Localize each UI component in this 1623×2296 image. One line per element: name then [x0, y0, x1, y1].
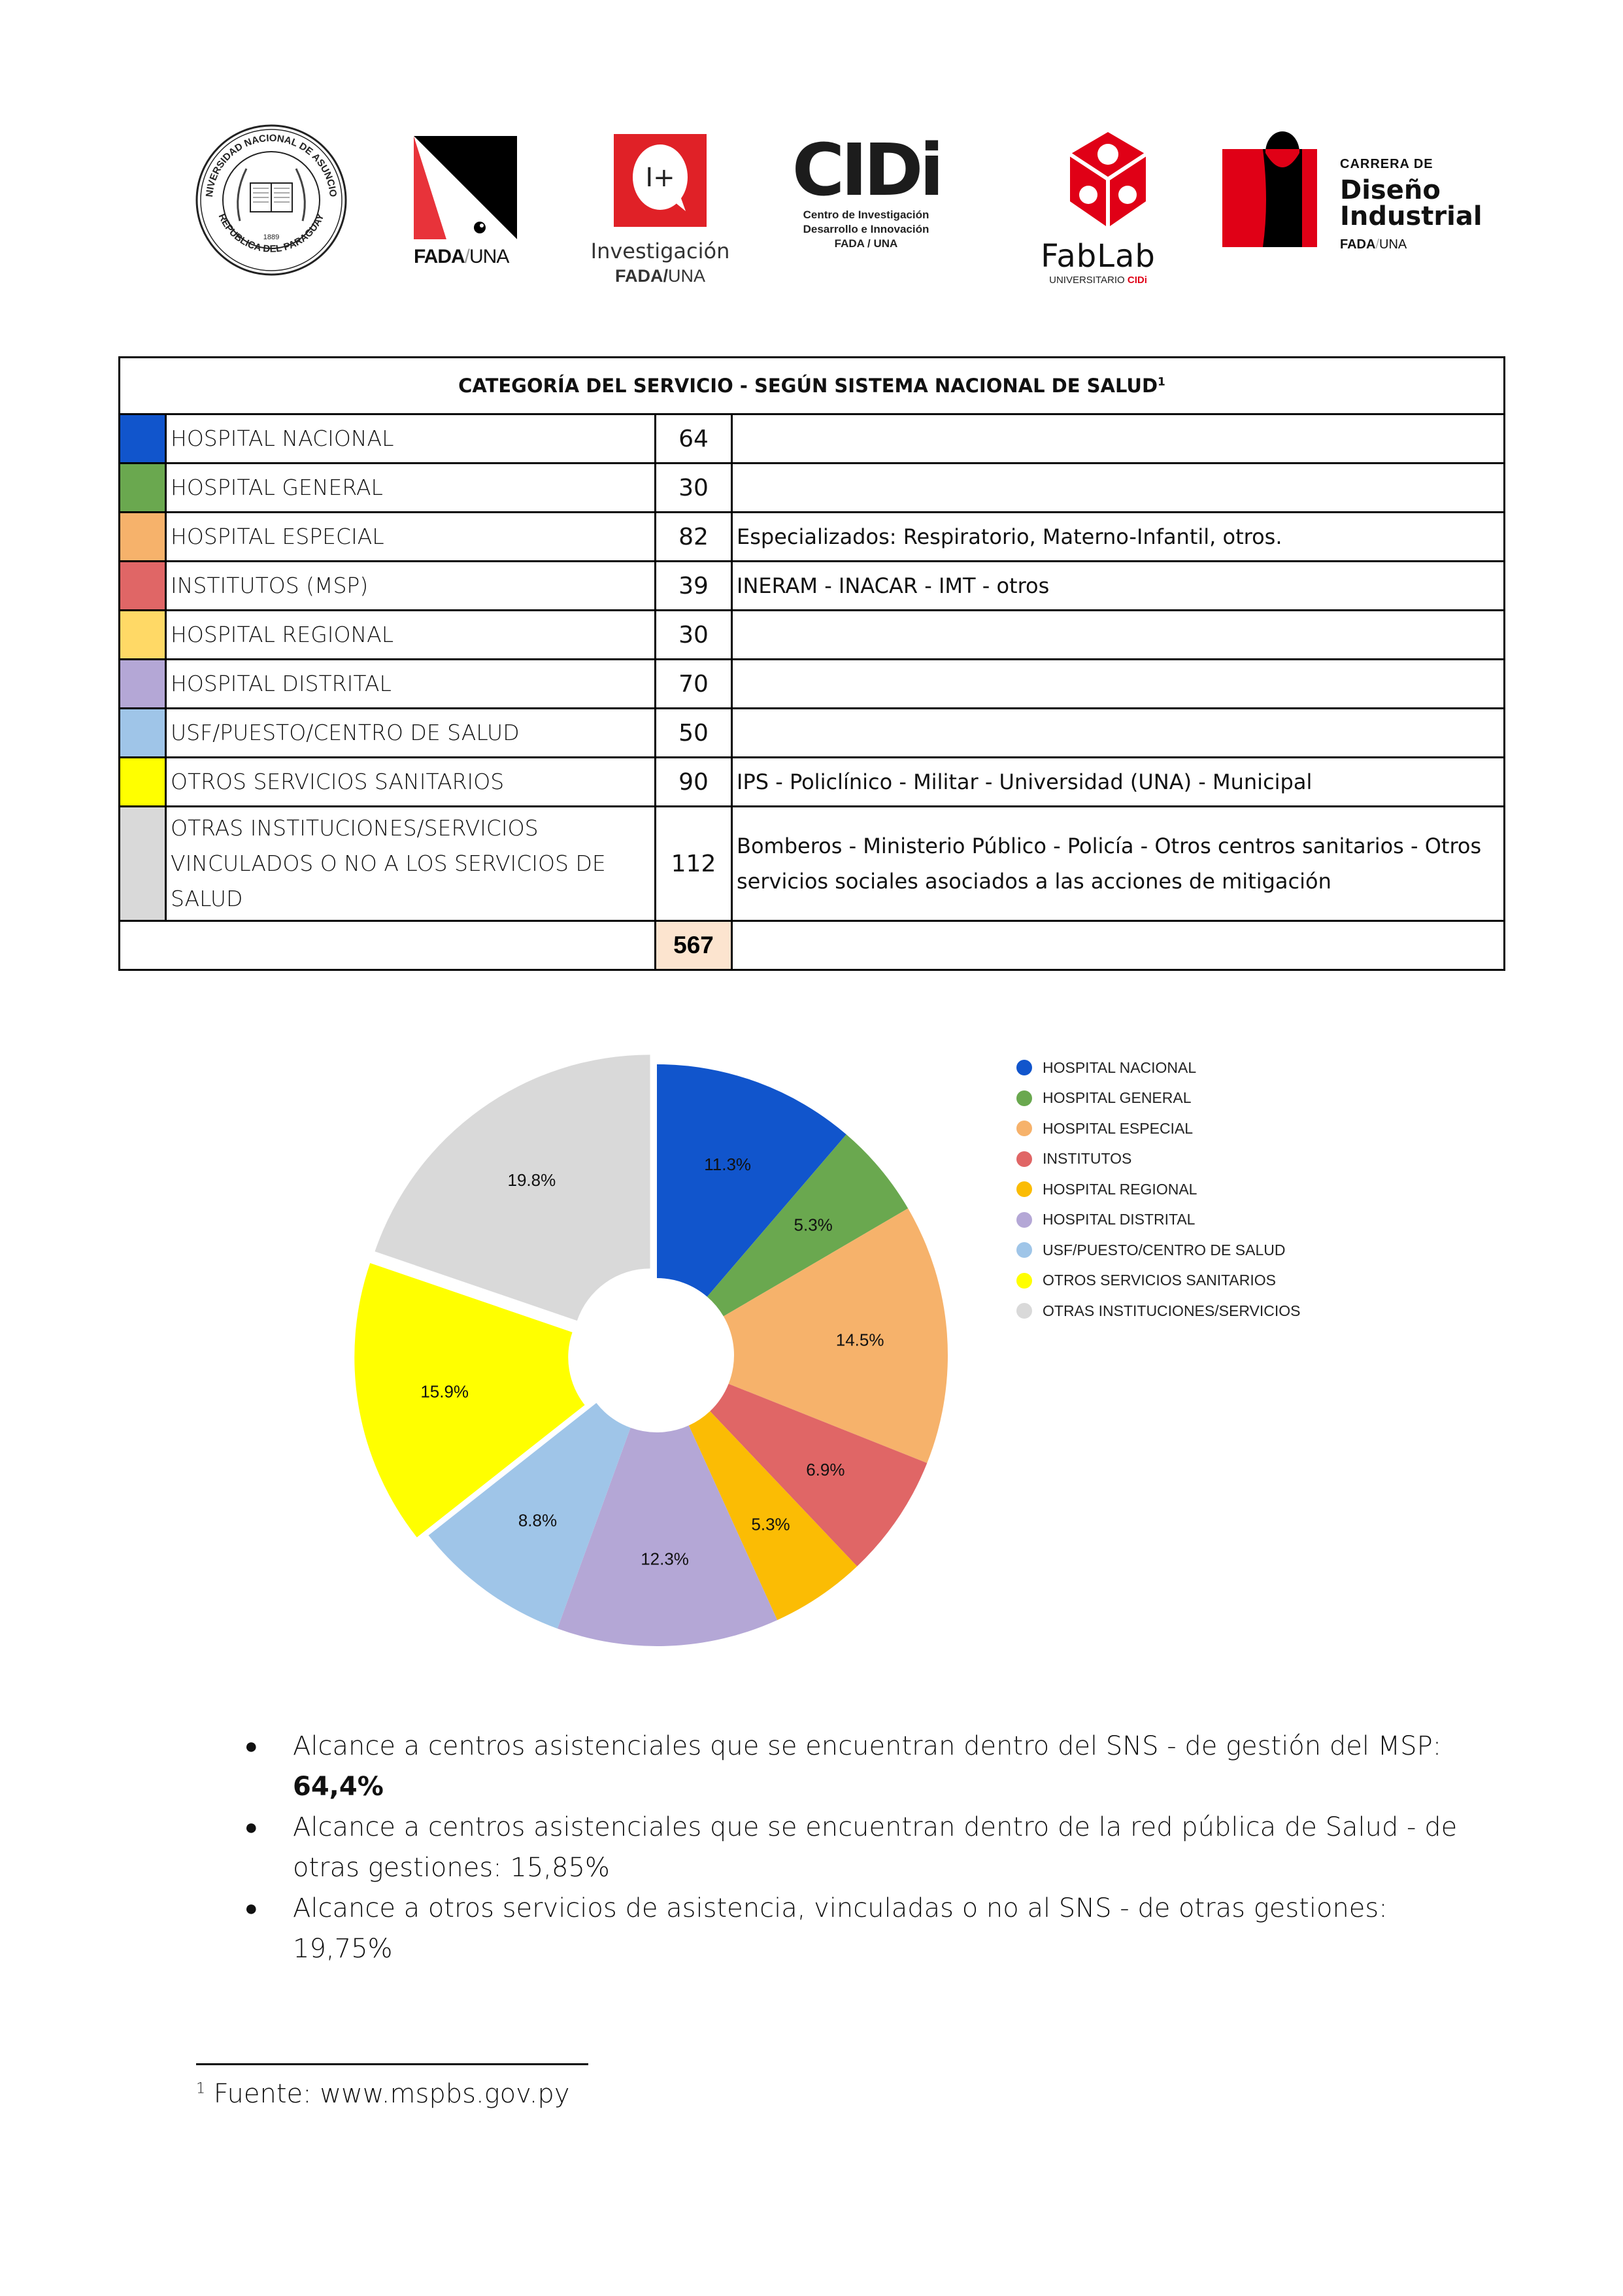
category-name: USF/PUESTO/CENTRO DE SALUD — [166, 709, 656, 758]
logo-header — [0, 0, 1623, 314]
pie-data-label: 11.3% — [704, 1154, 752, 1174]
fablab-subtitle — [1033, 275, 1163, 286]
legend-item[interactable] — [1016, 1205, 1300, 1236]
legend-dot-icon — [1016, 1060, 1032, 1075]
fada-una: UNA — [469, 246, 509, 267]
pie-data-label: 12.3% — [641, 1549, 689, 1569]
table-row — [120, 611, 1505, 660]
fada-una-logo — [414, 136, 518, 267]
diseno-sub — [1340, 237, 1482, 252]
table-row — [120, 807, 1505, 921]
investigacion-sub — [585, 266, 735, 286]
category-name: OTROS SERVICIOS SANITARIOS — [166, 758, 656, 807]
category-count: 112 — [656, 807, 732, 921]
legend-item[interactable] — [1016, 1174, 1300, 1205]
diseno-line-1: CARRERA DE — [1340, 157, 1433, 171]
summary-bullet — [242, 1726, 1484, 1807]
table-title-footnote-mark: 1 — [1158, 375, 1165, 389]
bullet-text: Alcance a centros asistenciales que se encuentran dentro del SNS - de gestión del MSP: — [293, 1731, 1442, 1761]
category-color-swatch — [120, 513, 166, 562]
category-count: 39 — [656, 562, 732, 611]
table-row — [120, 758, 1505, 807]
legend-dot-icon — [1016, 1121, 1032, 1136]
category-note: IPS - Policlínico - Militar - Universidad (UNA) - Municipal — [732, 758, 1505, 807]
category-name: HOSPITAL GENERAL — [166, 464, 656, 513]
footnote-text: Fuente: www.mspbs.gov.py — [213, 2079, 570, 2109]
fablab-sub-brand: CIDi — [1127, 275, 1147, 286]
cidi-wordmark: CIDi — [792, 128, 941, 212]
seal-top-text: NIVERSIDAD NACIONAL DE ASUNCIO — [204, 132, 339, 198]
bullet-text: Alcance a centros asistenciales que se encuentran dentro de la red pública de Salud - de otras gestiones: 15,85% — [293, 1812, 1458, 1883]
fablab-logo — [1033, 129, 1163, 293]
cidi-subtitle — [781, 208, 951, 251]
seal-emblem-icon — [194, 123, 348, 277]
investigacion-sub-una: UNA — [667, 266, 705, 286]
category-name: HOSPITAL NACIONAL — [166, 414, 656, 464]
category-note: INERAM - INACAR - IMT - otros — [732, 562, 1505, 611]
total-empty-cell — [120, 921, 656, 970]
legend-dot-icon — [1016, 1273, 1032, 1289]
legend-item[interactable] — [1016, 1083, 1300, 1114]
pie-data-label: 8.8% — [518, 1510, 558, 1530]
pie-data-label: 14.5% — [835, 1330, 884, 1350]
investigacion-mark-icon — [614, 134, 707, 227]
donut-chart — [0, 1020, 980, 1674]
table-total-row — [120, 921, 1505, 970]
category-color-swatch — [120, 758, 166, 807]
bullet-dot-icon: ● — [244, 1895, 258, 1921]
fablab-sub-prefix: UNIVERSITARIO — [1049, 275, 1125, 286]
category-count: 70 — [656, 660, 732, 709]
cidi-line-3: FADA / UNA — [834, 237, 898, 250]
service-category-table — [118, 356, 1505, 971]
legend-item[interactable] — [1016, 1235, 1300, 1266]
cidi-line-2: Desarrollo e Innovación — [803, 223, 929, 235]
category-color-swatch — [120, 562, 166, 611]
summary-bullet — [242, 1888, 1484, 1969]
category-color-swatch — [120, 611, 166, 660]
pie-data-label: 5.3% — [794, 1215, 833, 1235]
fada-slash: / — [464, 246, 470, 267]
legend-item[interactable] — [1016, 1266, 1300, 1296]
fada-mark-icon — [414, 136, 517, 239]
category-name: HOSPITAL ESPECIAL — [166, 513, 656, 562]
total-count: 567 — [656, 921, 732, 970]
diseno-industrial-logo — [1222, 129, 1484, 252]
cidi-line-1: Centro de Investigación — [803, 209, 929, 221]
category-note — [732, 660, 1505, 709]
legend-label: HOSPITAL REGIONAL — [1043, 1180, 1197, 1198]
seal-bottom-text: REPUBLICA DEL PARAGUAY — [216, 212, 327, 255]
footnote-separator — [196, 2063, 588, 2065]
bullet-text: Alcance a otros servicios de asistencia, vinculadas o no al SNS - de otras gestiones: 19,75% — [293, 1893, 1388, 1964]
seal-year: 1889 — [263, 233, 280, 241]
investigacion-title: Investigación — [590, 239, 730, 263]
table-row — [120, 660, 1505, 709]
diseno-sub-una: UNA — [1379, 237, 1407, 252]
una-seal-logo — [194, 123, 348, 277]
legend-label: INSTITUTOS — [1043, 1150, 1132, 1168]
legend-label: OTROS SERVICIOS SANITARIOS — [1043, 1272, 1276, 1289]
legend-label: HOSPITAL DISTRITAL — [1043, 1211, 1196, 1228]
legend-dot-icon — [1016, 1181, 1032, 1197]
investigacion-glyph: I+ — [645, 163, 675, 193]
bullet-dot-icon: ● — [244, 1733, 258, 1759]
diseno-sub-slash: / — [1375, 237, 1380, 252]
legend-item[interactable] — [1016, 1296, 1300, 1326]
fada-name: FADA — [414, 246, 465, 267]
category-color-swatch — [120, 709, 166, 758]
footnote-mark: 1 — [196, 2080, 205, 2097]
table-row — [120, 414, 1505, 464]
pie-data-label: 6.9% — [806, 1459, 845, 1479]
total-note-cell — [732, 921, 1505, 970]
diseno-line-3: Industrial — [1340, 201, 1482, 231]
diseno-sub-name: FADA — [1340, 237, 1376, 252]
pie-data-label: 5.3% — [751, 1514, 790, 1534]
table-row — [120, 464, 1505, 513]
legend-item[interactable] — [1016, 1053, 1300, 1083]
category-count: 30 — [656, 611, 732, 660]
table-row — [120, 513, 1505, 562]
legend-label: OTRAS INSTITUCIONES/SERVICIOS — [1043, 1302, 1301, 1319]
table-row — [120, 709, 1505, 758]
category-note: Especializados: Respiratorio, Materno-Infantil, otros. — [732, 513, 1505, 562]
pie-data-label: 19.8% — [507, 1170, 556, 1190]
legend-item[interactable] — [1016, 1144, 1300, 1175]
bullet-dot-icon: ● — [244, 1814, 258, 1840]
legend-item[interactable] — [1016, 1113, 1300, 1144]
category-color-swatch — [120, 464, 166, 513]
bullet-highlight: 64,4% — [293, 1772, 384, 1802]
donut-chart-area — [0, 1020, 1623, 1674]
category-color-swatch — [120, 807, 166, 921]
category-note — [732, 464, 1505, 513]
category-name: HOSPITAL REGIONAL — [166, 611, 656, 660]
diseno-text — [1340, 157, 1482, 252]
investigacion-sub-name: FADA/ — [614, 266, 668, 286]
diseno-mark-icon — [1222, 129, 1317, 247]
category-note — [732, 611, 1505, 660]
category-count: 82 — [656, 513, 732, 562]
legend-label: HOSPITAL GENERAL — [1043, 1089, 1192, 1107]
category-count: 50 — [656, 709, 732, 758]
category-note — [732, 414, 1505, 464]
summary-bullets — [242, 1726, 1484, 1969]
category-name: OTRAS INSTITUCIONES/SERVICIOS VINCULADOS O NO A LOS SERVICIOS DE SALUD — [166, 807, 656, 921]
category-name: HOSPITAL DISTRITAL — [166, 660, 656, 709]
fablab-wordmark: FabLab — [1041, 238, 1156, 275]
category-count: 90 — [656, 758, 732, 807]
legend-dot-icon — [1016, 1303, 1032, 1319]
category-count: 30 — [656, 464, 732, 513]
category-note: Bomberos - Ministerio Público - Policía - Otros centros sanitarios - Otros servicios sociales asociados a las acciones de mitigación — [732, 807, 1505, 921]
chart-legend — [1016, 1053, 1300, 1326]
table-title: CATEGORÍA DEL SERVICIO - SEGÚN SISTEMA NACIONAL DE SALUD — [458, 375, 1158, 397]
legend-dot-icon — [1016, 1212, 1032, 1228]
cidi-logo — [781, 128, 951, 268]
footnote — [196, 2079, 569, 2109]
legend-dot-icon — [1016, 1151, 1032, 1167]
fada-wordmark — [414, 246, 518, 268]
summary-bullet — [242, 1807, 1484, 1888]
category-note — [732, 709, 1505, 758]
category-color-swatch — [120, 414, 166, 464]
table-title-cell — [120, 358, 1505, 414]
legend-label: HOSPITAL ESPECIAL — [1043, 1119, 1194, 1137]
pie-data-label: 15.9% — [420, 1381, 469, 1402]
category-count: 64 — [656, 414, 732, 464]
diseno-line-2: Diseño — [1340, 175, 1441, 205]
category-name: INSTITUTOS (MSP) — [166, 562, 656, 611]
legend-dot-icon — [1016, 1242, 1032, 1258]
category-color-swatch — [120, 660, 166, 709]
fablab-cube-icon — [1062, 129, 1154, 234]
legend-label: HOSPITAL NACIONAL — [1043, 1058, 1197, 1076]
legend-label: USF/PUESTO/CENTRO DE SALUD — [1043, 1241, 1286, 1258]
table-row — [120, 562, 1505, 611]
table-body — [120, 414, 1505, 921]
investigacion-logo — [585, 134, 735, 291]
legend-dot-icon — [1016, 1090, 1032, 1106]
